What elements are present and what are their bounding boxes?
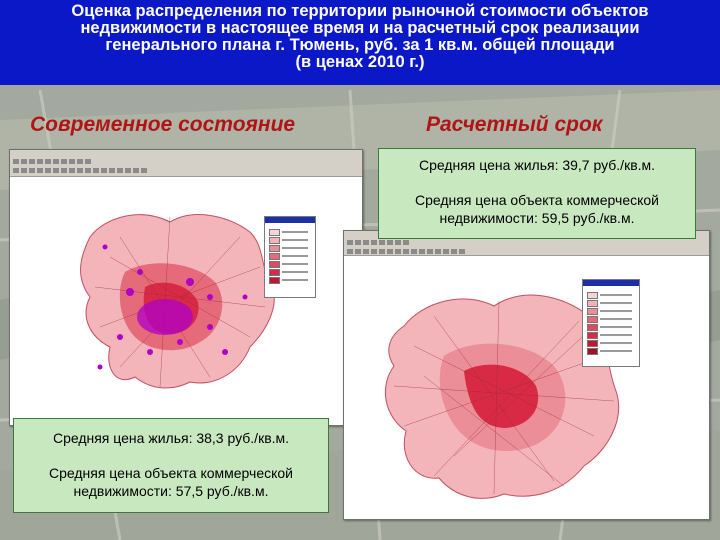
info-box-design (378, 148, 696, 239)
toolbar-row-2 (12, 161, 360, 168)
city-map-design (344, 256, 709, 519)
housing-price-current: Средняя цена жилья: 38,3 руб./кв.м. (52, 430, 290, 446)
map-toolbar (10, 150, 362, 177)
map-legend-design (582, 279, 640, 367)
housing-price-design: Средняя цена жилья: 39,7 руб./кв.м. (418, 157, 656, 173)
city-map-current (10, 177, 362, 425)
title-line-2: недвижимости в настоящее время и на расчетный срок реализации (80, 19, 640, 37)
title-line-1: Оценка распределения по территории рыночной стоимости объектов (71, 2, 649, 20)
title-line-4: (в ценах 2010 г.) (295, 53, 425, 71)
commercial-price-current-line-1: Средняя цена объекта коммерческой (48, 465, 294, 481)
page-title (0, 0, 720, 85)
legend-title-bar (583, 280, 639, 286)
toolbar-row-1 (12, 152, 360, 159)
map-window-current (9, 149, 363, 426)
map-legend-current (264, 216, 316, 298)
title-line-3: генерального плана г. Тюмень, руб. за 1 кв.м. общей площади (105, 36, 615, 54)
map-window-design (343, 230, 710, 520)
commercial-price-current-line-2: недвижимости: 57,5 руб./кв.м. (73, 483, 269, 499)
heading-design-period: Расчетный срок (426, 113, 603, 136)
toolbar-row-2 (346, 242, 707, 249)
legend-title-bar (265, 217, 315, 223)
heading-current-state: Современное состояние (30, 113, 296, 136)
info-box-current (13, 418, 329, 513)
commercial-price-design-line-1: Средняя цена объекта коммерческой (414, 192, 660, 208)
commercial-price-design-line-2: недвижимости: 59,5 руб./кв.м. (439, 210, 635, 226)
